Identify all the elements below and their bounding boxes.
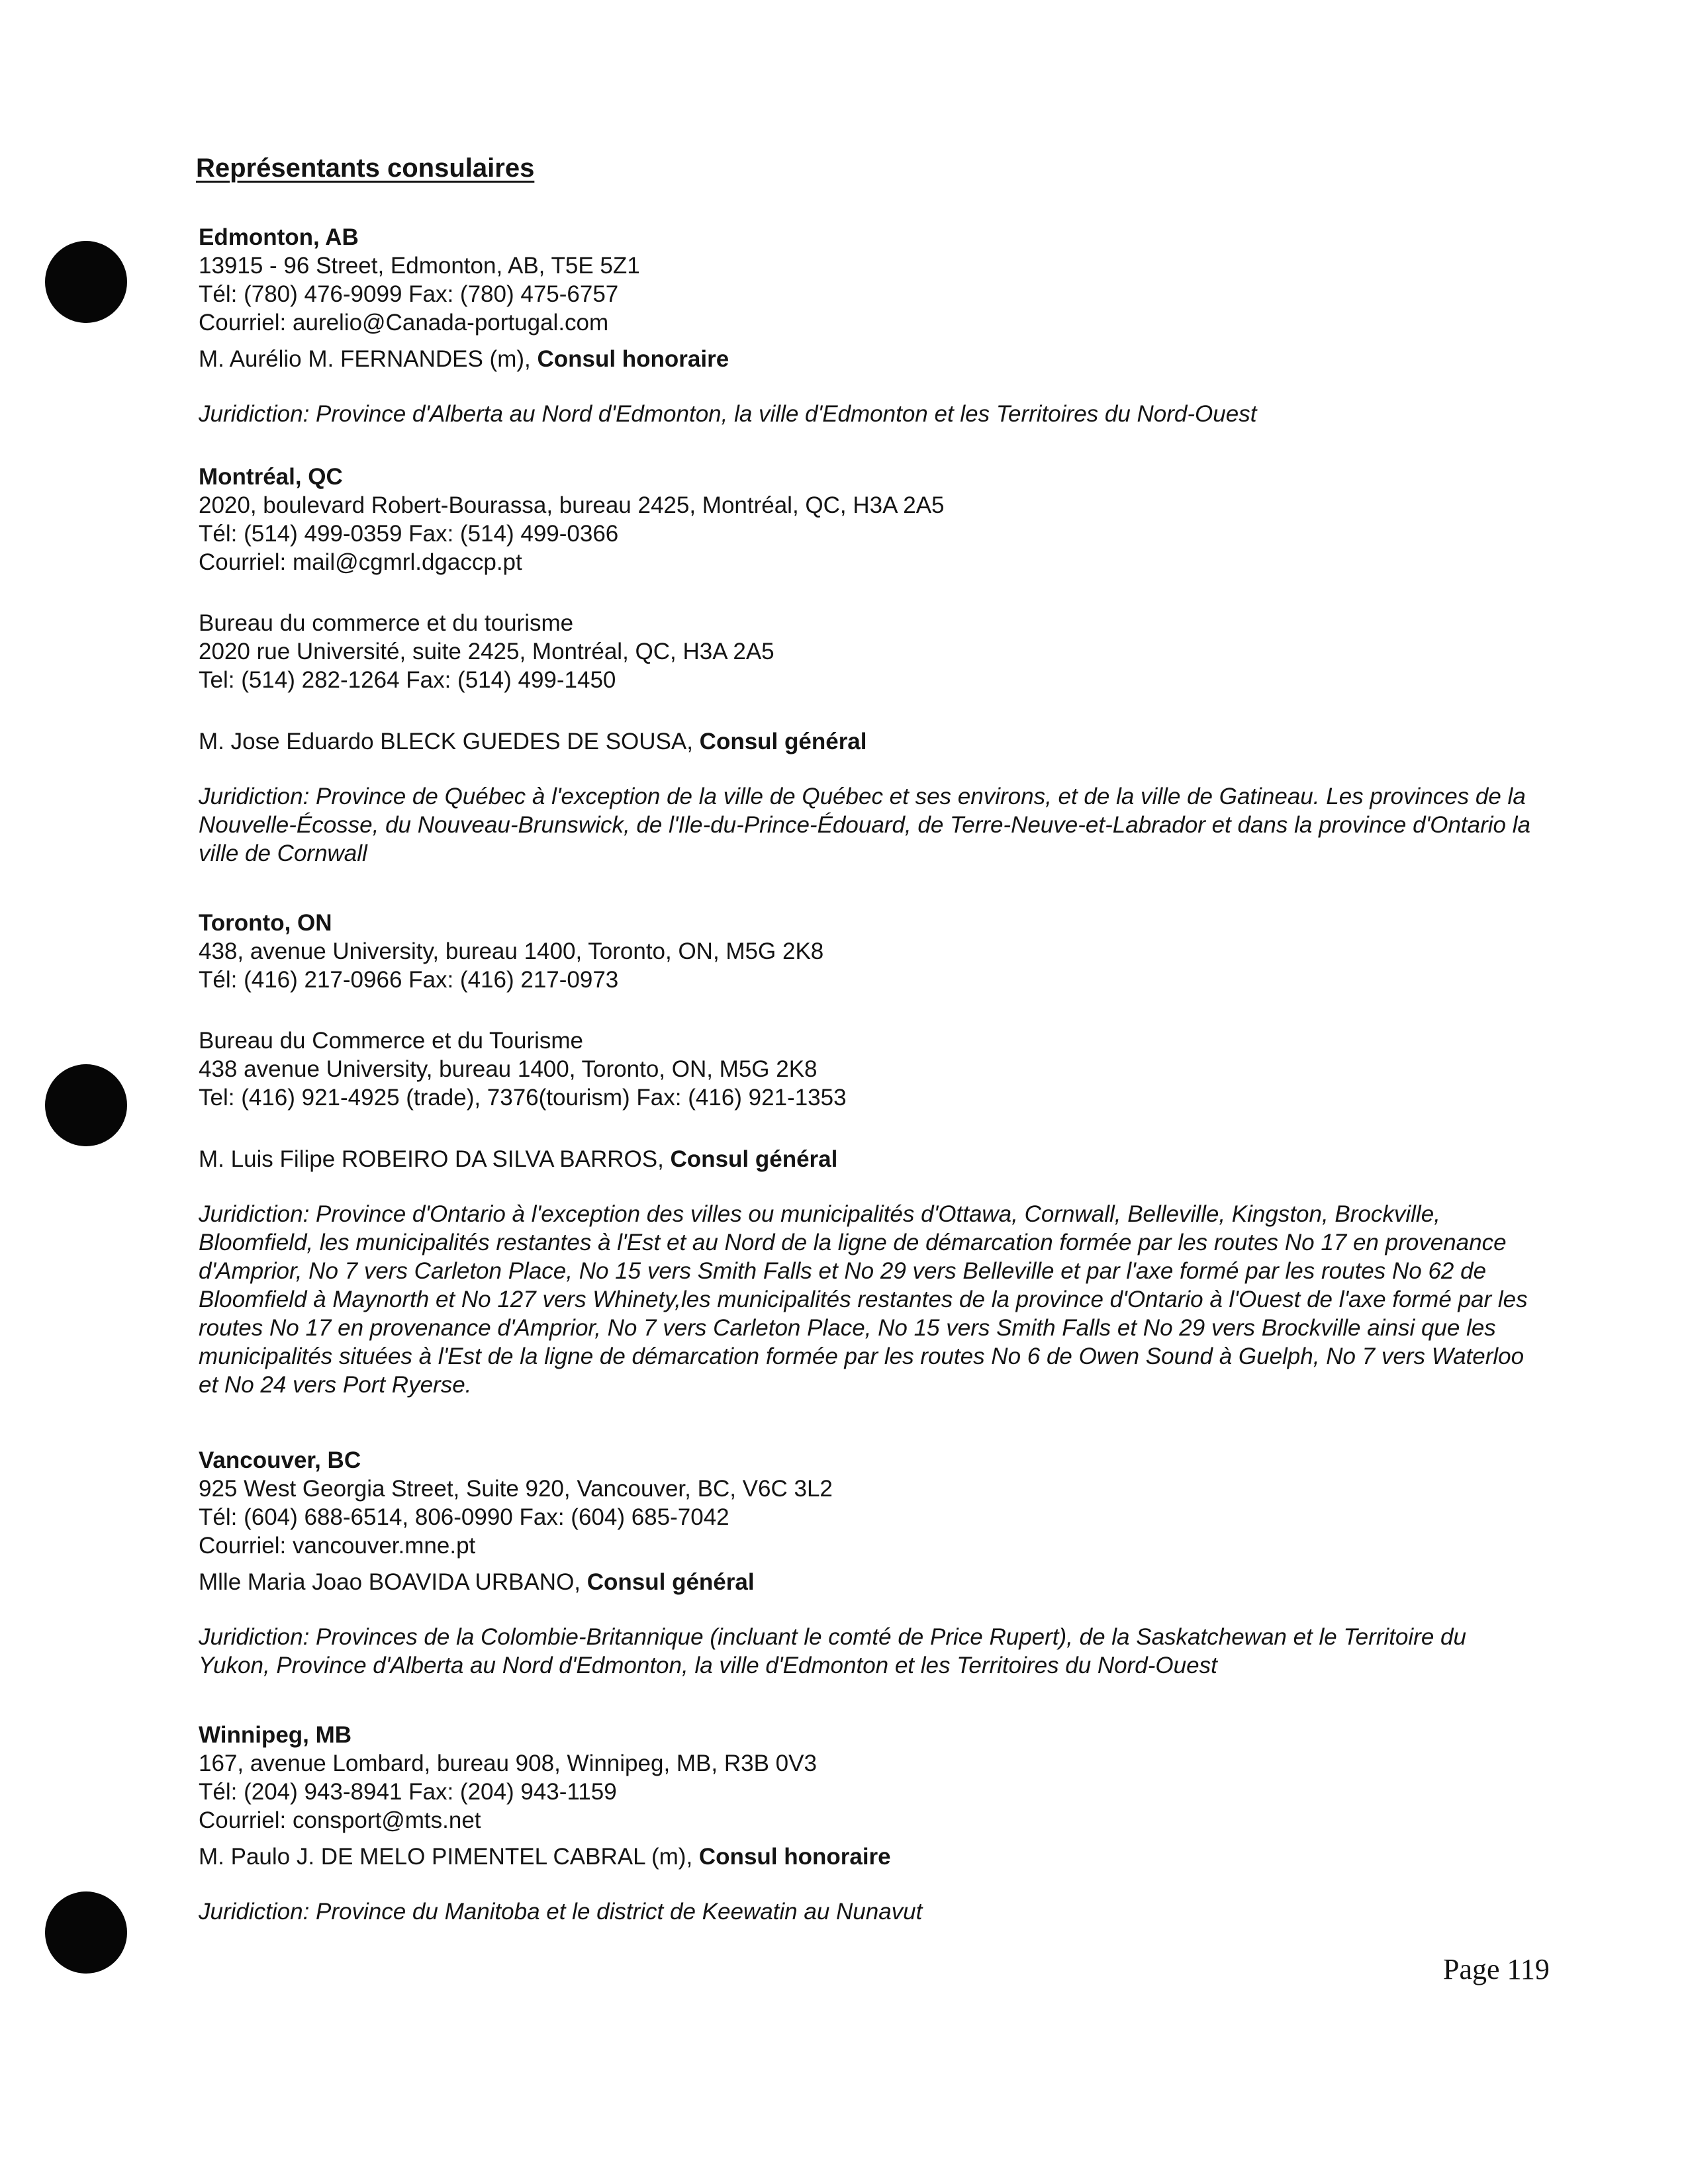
- representative-title: Consul général: [699, 729, 867, 754]
- address: 167, avenue Lombard, bureau 908, Winnipeg, MB, R3B 0V3: [199, 1751, 817, 1776]
- jurisdiction: Juridiction: Province d'Ontario à l'exception des villes ou municipalités d'Ottawa, Cornwall, Belleville, Kingston, Brockville, Bloomfield, les municipalités restantes à l'Est et au Nord de la ligne de démarcation formée par les routes No 17 en provenance d'Amprior, No 7 vers Carleton Place, No 15 vers Smith Falls et No 29 vers Belleville et par l'axe formé par les routes No 62 de Bloomfield à Maynorth et No 127 vers Whinety,les municipalités restantes de la province d'Ontario à l'Ouest de l'axe formé par les routes No 17 en provenance d'Amprior, No 7 vers Carleton Place, No 15 vers Smith Falls et No 29 vers Brockville ainsi que les municipalités situées à l'Est de la ligne de démarcation formée par les routes No 6 de Owen Sound à Guelph, No 7 vers Waterloo et No 24 vers Port Ryerse.: [199, 1201, 1528, 1398]
- representative-name: M. Luis Filipe ROBEIRO DA SILVA BARROS,: [199, 1146, 671, 1172]
- punch-hole-top: [45, 241, 127, 323]
- consulate-toronto: [199, 909, 1556, 1399]
- representative: [199, 1843, 1556, 1871]
- representative: [199, 727, 1556, 756]
- representative-name: M. Paulo J. DE MELO PIMENTEL CABRAL (m),: [199, 1844, 699, 1870]
- city-name: Winnipeg, MB: [199, 1722, 352, 1748]
- representative: [199, 345, 1556, 373]
- email: Courriel: aurelio@Canada-portugal.com: [199, 310, 609, 336]
- trade-office-address: 2020 rue Université, suite 2425, Montréal, QC, H3A 2A5: [199, 639, 774, 664]
- email: Courriel: vancouver.mne.pt: [199, 1533, 476, 1559]
- jurisdiction: Juridiction: Province du Manitoba et le district de Keewatin au Nunavut: [199, 1899, 923, 1925]
- phone-fax: Tél: (204) 943-8941 Fax: (204) 943-1159: [199, 1779, 617, 1805]
- jurisdiction: Juridiction: Provinces de la Colombie-Britannique (incluant le comté de Price Rupert), de la Saskatchewan et le Territoire du Yukon, Province d'Alberta au Nord d'Edmonton, la ville d'Edmonton et les Territoires du Nord-Ouest: [199, 1624, 1466, 1678]
- phone-fax: Tél: (604) 688-6514, 806-0990 Fax: (604) 685-7042: [199, 1504, 729, 1530]
- phone-fax: Tél: (416) 217-0966 Fax: (416) 217-0973: [199, 967, 619, 993]
- city-name: Vancouver, BC: [199, 1447, 361, 1473]
- address: 925 West Georgia Street, Suite 920, Vancouver, BC, V6C 3L2: [199, 1476, 833, 1502]
- consulate-edmonton: [199, 223, 1556, 428]
- representative-title: Consul général: [586, 1569, 755, 1595]
- trade-office-name: Bureau du Commerce et du Tourisme: [199, 1028, 584, 1054]
- city-name: Montréal, QC: [199, 464, 343, 490]
- phone-fax: Tél: (780) 476-9099 Fax: (780) 475-6757: [199, 281, 619, 307]
- jurisdiction: Juridiction: Province d'Alberta au Nord d'Edmonton, la ville d'Edmonton et les Territoires du Nord-Ouest: [199, 401, 1257, 427]
- page-number: Page 119: [1443, 1953, 1550, 1985]
- representative-title: Consul général: [670, 1146, 838, 1172]
- representative: [199, 1145, 1556, 1173]
- punch-hole-middle: [45, 1064, 127, 1146]
- city-name: Toronto, ON: [199, 910, 332, 936]
- page-heading: Représentants consulaires: [196, 154, 535, 183]
- representative-name: Mlle Maria Joao BOAVIDA URBANO,: [199, 1569, 587, 1595]
- consulate-montreal: [199, 463, 1556, 868]
- email: Courriel: mail@cgmrl.dgaccp.pt: [199, 549, 522, 575]
- punch-hole-bottom: [45, 1891, 127, 1974]
- address: 2020, boulevard Robert-Bourassa, bureau 2425, Montréal, QC, H3A 2A5: [199, 492, 945, 518]
- consulate-winnipeg: [199, 1721, 1556, 1926]
- representative-title: Consul honoraire: [698, 1844, 891, 1870]
- trade-office-address: 438 avenue University, bureau 1400, Toronto, ON, M5G 2K8: [199, 1056, 818, 1082]
- trade-office-name: Bureau du commerce et du tourisme: [199, 610, 574, 636]
- phone-fax: Tél: (514) 499-0359 Fax: (514) 499-0366: [199, 521, 619, 547]
- jurisdiction: Juridiction: Province de Québec à l'exception de la ville de Québec et ses environs, et de la ville de Gatineau. Les provinces de la Nouvelle-Écosse, du Nouveau-Brunswick, de l'Ile-du-Prince-Édouard, de Terre-Neuve-et-Labrador et dans la province d'Ontario la ville de Cornwall: [199, 784, 1530, 866]
- address: 13915 - 96 Street, Edmonton, AB, T5E 5Z1: [199, 253, 640, 279]
- consulate-vancouver: [199, 1446, 1556, 1680]
- representative-name: M. Jose Eduardo BLECK GUEDES DE SOUSA,: [199, 729, 700, 754]
- trade-office-phone: Tel: (514) 282-1264 Fax: (514) 499-1450: [199, 667, 616, 693]
- representative: [199, 1568, 1556, 1596]
- representative-title: Consul honoraire: [537, 346, 729, 372]
- city-name: Edmonton, AB: [199, 224, 359, 250]
- representative-name: M. Aurélio M. FERNANDES (m),: [199, 346, 538, 372]
- trade-office-phone: Tel: (416) 921-4925 (trade), 7376(tourism) Fax: (416) 921-1353: [199, 1085, 847, 1111]
- address: 438, avenue University, bureau 1400, Toronto, ON, M5G 2K8: [199, 938, 824, 964]
- email: Courriel: consport@mts.net: [199, 1807, 481, 1833]
